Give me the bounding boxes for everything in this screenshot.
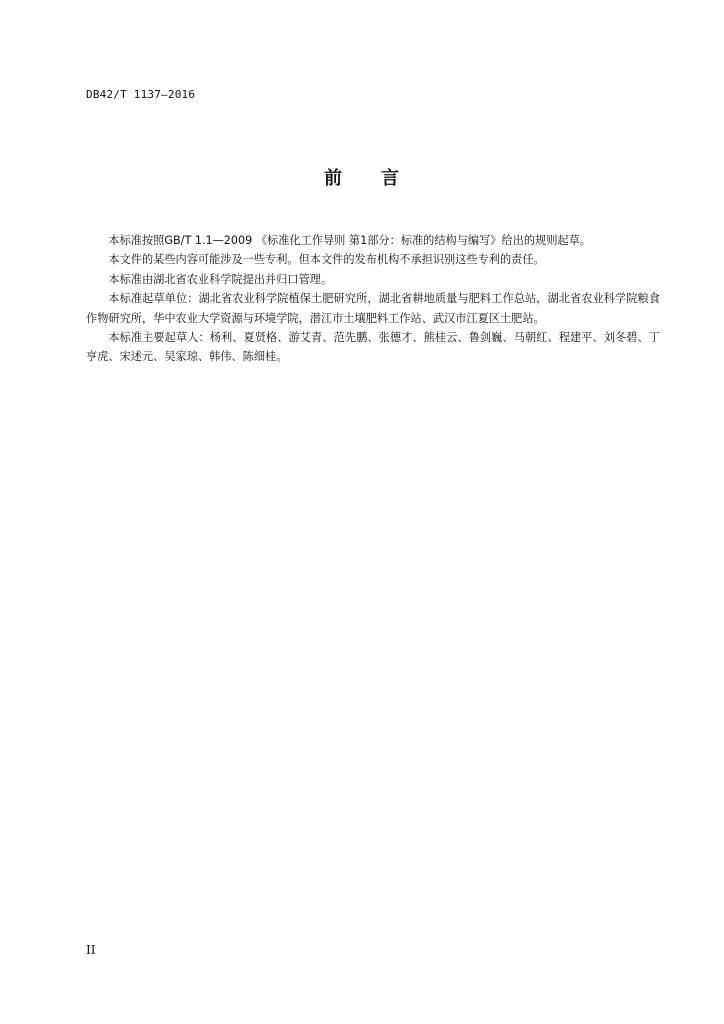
foreword-body — [86, 231, 660, 367]
title-char-2: 言 — [381, 168, 400, 189]
page-title — [0, 164, 724, 190]
paragraph-drafters: 本标准主要起草人：杨利、夏贤格、游艾青、范先鹏、张德才、熊桂云、鲁剑巍、马朝红、程建平、刘冬碧、丁亨虎、宋述元、吴家琼、韩伟、陈细桂。 — [86, 331, 660, 364]
paragraph-patent-notice: 本文件的某些内容可能涉及一些专利。但本文件的发布机构不承担识别这些专利的责任。 — [108, 253, 545, 267]
page-number: II — [86, 943, 96, 957]
document-id: DB42/T 1137—2016 — [86, 88, 196, 101]
paragraph-drafting-rules: 本标准按照GB/T 1.1—2009 《标准化工作导则 第1部分：标准的结构与编写》给出的规则起草。 — [108, 234, 591, 247]
paragraph-drafting-units: 本标准起草单位：湖北省农业科学院植保土肥研究所，湖北省耕地质量与肥料工作总站，湖北省农业科学院粮食作物研究所，华中农业大学资源与环境学院，潜江市土壤肥料工作站、武汉市江夏区土肥站。 — [86, 292, 660, 325]
paragraph-proposer: 本标准由湖北省农业科学院提出并归口管理。 — [108, 272, 333, 286]
title-char-1: 前 — [324, 168, 343, 189]
